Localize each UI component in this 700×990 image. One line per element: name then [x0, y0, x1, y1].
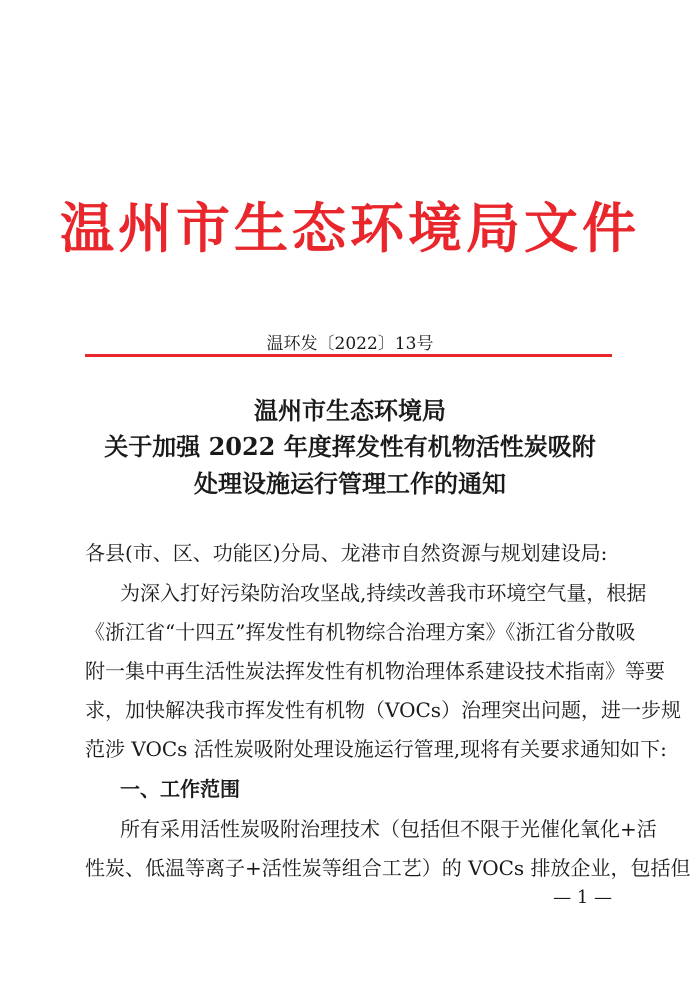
- title-line-3: 处理设施运行管理工作的通知: [194, 469, 506, 498]
- title-line-2: 关于加强 2022 年度挥发性有机物活性炭吸附: [104, 432, 596, 461]
- issuer-title: 温州市生态环境局文件: [60, 196, 640, 260]
- body-line: 范涉 VOCs 活性炭吸附处理设施运行管理,现将有关要求通知如下:: [85, 737, 667, 761]
- section-heading: 一、工作范围: [120, 777, 240, 801]
- body-line: 《浙江省“十四五”挥发性有机物综合治理方案》《浙江省分散吸: [85, 620, 636, 644]
- body-line: 所有采用活性炭吸附治理技术（包括但不限于光催化氧化+活: [120, 817, 657, 841]
- title-line-1: 温州市生态环境局: [254, 396, 446, 425]
- red-divider: [85, 354, 612, 357]
- body-line: 为深入打好污染防治攻坚战,持续改善我市环境空气量，根据: [120, 581, 647, 605]
- addressee: 各县(市、区、功能区)分局、龙港市自然资源与规划建设局:: [85, 541, 608, 565]
- body-line: 附一集中再生活性炭法挥发性有机物治理体系建设技术指南》等要: [85, 659, 665, 683]
- document-number: 温环发〔2022〕13号: [266, 334, 434, 354]
- page-number: — 1 —: [553, 887, 612, 908]
- body-line: 性炭、低温等离子+活性炭等组合工艺）的 VOCs 排放企业，包括但: [85, 856, 691, 880]
- body-line: 求，加快解决我市挥发性有机物（VOCs）治理突出问题，进一步规: [85, 698, 682, 722]
